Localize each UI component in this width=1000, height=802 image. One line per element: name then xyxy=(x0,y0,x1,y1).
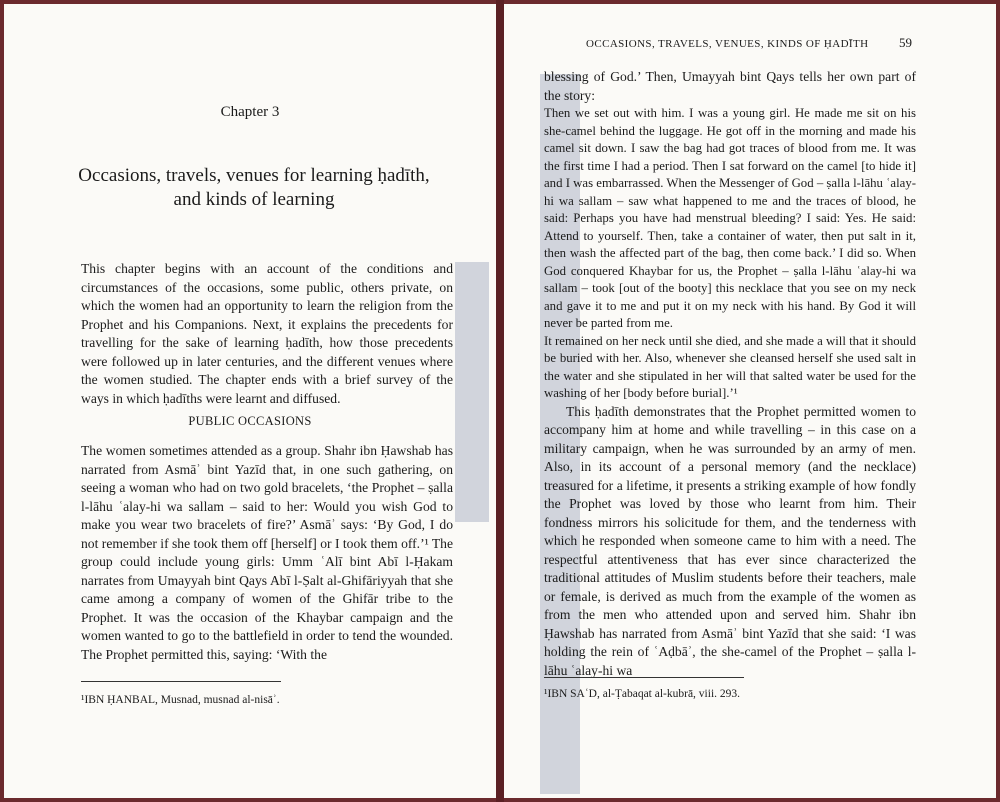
quote-paragraph: It remained on her neck until she died, and she made a will that it should be buried with her. Also, whenever she cleansed herself she used salt in the water and she stipulated in her will that salted water be used for the washing of her [body before burial].’¹ xyxy=(544,333,916,400)
section-paragraph: The women sometimes attended as a group. Shahr ibn Ḥawshab has narrated from Asmāʾ bint Yazīd that, in one such gathering, on seeing a woman who had on two gold bracelets, ‘the Prophet – ṣalla l-lāhu ʿalay-hi wa sallam – said to her: Would you wish God to make you wear two bracelets of fire?’ Asmāʾ says: ‘By God, I do not remember if she took them off [herself] or I took them off.’¹ The group could include young girls: Umm ʿAlī bint Abī l-Ḥakam narrates from Umayyah bint Qays Abī l-Ṣalt al-Ghifāriyyah that she came among a company of women of the Ghifār tribe to the Prophet. It was the occasion of the Khaybar campaign and the women wanted to go to the battlefield in order to tend the wounded. The Prophet permitted this, saying: ‘With the xyxy=(81,443,453,662)
page-number: 59 xyxy=(899,35,912,50)
footnote: ¹IBN SAʿD, al-Ṭabaqat al-kubrā, viii. 293. xyxy=(544,688,741,700)
section-heading: PUBLIC OCCASIONS xyxy=(188,414,312,428)
footnote-rule xyxy=(544,677,744,678)
intro-paragraph: This chapter begins with an account of the conditions and circumstances of the occasions, some public, others private, on which the women had an opportunity to learn the religion from the Prophet and his Companions. Next, it explains the precedents for travelling for the sake of learning ḥadīth, how those precedents were followed up in later centuries, and the different venues where the women studied. The chapter ends with a brief survey of the ways in which ḥadīths were learnt and diffused. xyxy=(81,261,453,406)
body-paragraph: This ḥadīth demonstrates that the Prophet permitted women to accompany him at home and while travelling – in this case on a military campaign, when he was surrounded by an army of men. Also, in its account of a personal memory (and the necklace) treasured for a lifetime, it presents a striking example of how fondly the Prophet was loved by those who learnt from him. Their fondness mirrors his solicitude for them, and the tenderness with which he responded when someone came to him with a need. The respectful attentiveness that has ever since characterized the traditional attitudes of Muslim students before their teachers, male or female, is derived as much from the example of the women as from the men who attended upon and served him. Shahr ibn Ḥawshab has narrated from Asmāʾ bint Yazīd that she said: ‘I was holding the rein of ʿAḍbāʾ, the she-camel of the Prophet – ṣalla l-lāhu ʿalay-hi wa xyxy=(544,403,916,678)
quote-paragraph: Then we set out with him. I was a young girl. He made me sit on his she-camel behind the luggage. He got off in the morning and made his camel sit down. I saw the bag had got traces of blood from me. It was the first time I had a period. Then I sat forward on the camel [to hide it] and I was embarrassed. When the Messenger of God – ṣalla l-lāhu ʿalay-hi wa sallam – saw what happened to me and the traces of blood, he said: Perhaps you have had menstrual bleeding? I said: Yes. He said: Attend to yourself. Then, take a container of water, then put salt in it, then wash the affected part of the bag, then come back.’ I did so. When God conquered Khaybar for us, the Prophet – ṣalla l-lāhu ʿalay-hi wa sallam – took [out of the booty] this necklace that you see on my neck and gave it to me and put it on my neck with his hand. By God it will never be parted from me. xyxy=(544,106,916,330)
footnote-rule xyxy=(81,681,281,682)
footnote: ¹IBN ḤANBAL, Musnad, musnad al-nisāʾ. xyxy=(81,694,280,706)
left-page xyxy=(4,4,496,798)
right-page xyxy=(504,4,996,798)
chapter-title: Occasions, travels, venues for learning ḥadīth, and kinds of learning xyxy=(78,165,430,210)
running-head: OCCASIONS, TRAVELS, VENUES, KINDS OF ḤADĪTH xyxy=(586,38,869,50)
right-text-block xyxy=(544,68,916,680)
opening-text: blessing of God.’ Then, Umayyah bint Qays tells her own part of the story: xyxy=(544,69,916,103)
book-spine xyxy=(496,0,504,802)
chapter-label: Chapter 3 xyxy=(220,104,280,120)
highlight-strip xyxy=(455,262,489,522)
